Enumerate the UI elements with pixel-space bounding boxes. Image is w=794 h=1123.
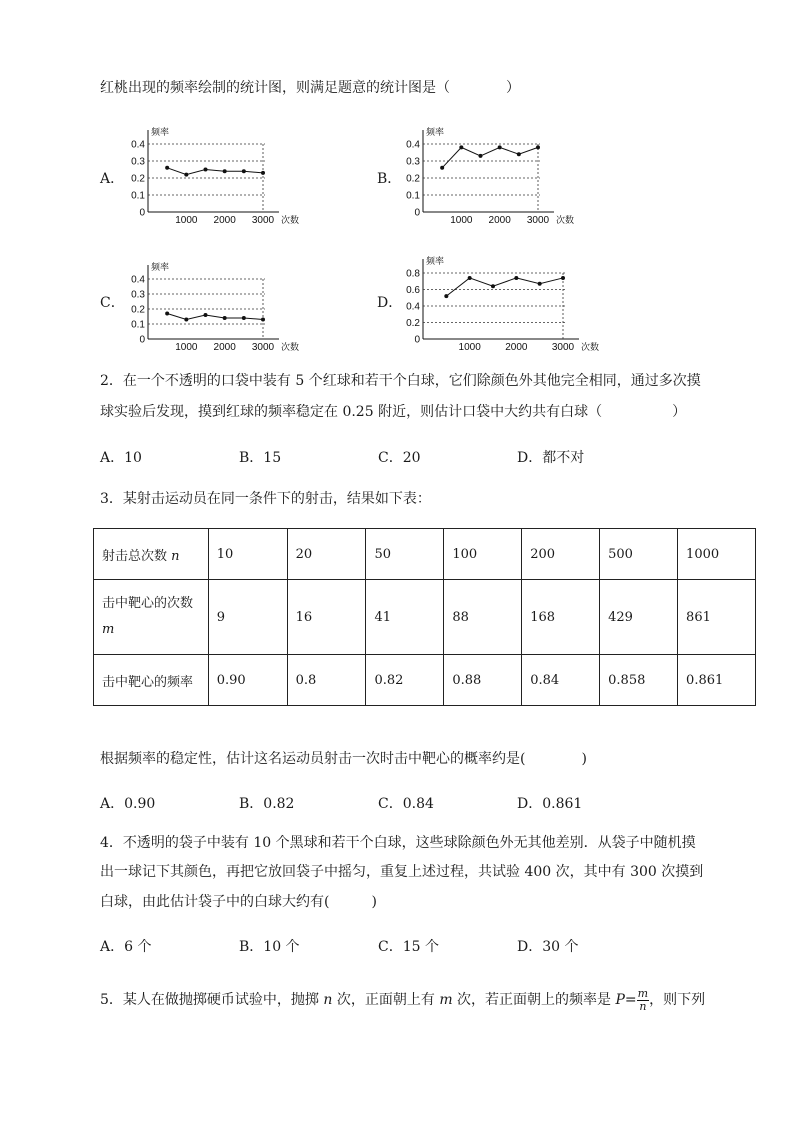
q4-option-a: A．6 个 xyxy=(100,939,152,955)
row-header-frequency: 击中靶心的频率 xyxy=(94,655,209,706)
table-cell: 0.8 xyxy=(287,655,366,706)
y-tick-label: 0 xyxy=(139,207,145,219)
table-row xyxy=(94,529,756,580)
q3-option-b: B．0.82 xyxy=(239,796,295,812)
q5-line: 5．某人在做抛掷硬币试验中，抛掷 n 次，正面朝上有 m 次，若正面朝上的频率是 P= $\frac{m}{n}$ ，则下列 xyxy=(100,986,706,1013)
chart-d xyxy=(395,255,600,355)
y-tick-label: 0.4 xyxy=(131,139,145,151)
q4-line1: 4．不透明的袋子中装有 10 个黑球和若干个白球，这些球除颜色外无其他差别．从袋子中随机摸 xyxy=(100,835,696,851)
series-line xyxy=(167,314,263,320)
q3-option-d: D．0.861 xyxy=(517,796,583,812)
q2-line2: 球实验后发现，摸到红球的频率稳定在 0.25 附近，则估计口袋中大约共有白球（ ） xyxy=(100,404,687,420)
data-point xyxy=(261,171,265,175)
x-axis-label: 次数 xyxy=(581,343,600,353)
var-n: n xyxy=(323,992,333,1008)
y-tick-label: 0.6 xyxy=(406,285,420,296)
q4-line2: 出一球记下其颜色，再把它放回袋子中摇匀，重复上述过程，共试验 400 次，其中有 300 次摸到 xyxy=(100,864,704,880)
table-cell: 1000 xyxy=(678,529,756,580)
y-tick-label: 0.3 xyxy=(131,156,145,168)
table-cell: 861 xyxy=(678,580,756,655)
x-tick-label: 3000 xyxy=(251,342,275,353)
table-cell: 0.861 xyxy=(678,655,756,706)
y-axis-label: 频率 xyxy=(151,263,170,273)
data-point xyxy=(498,145,502,149)
table-cell: 100 xyxy=(444,529,522,580)
x-tick-label: 1000 xyxy=(458,342,481,353)
y-tick-label: 0.1 xyxy=(131,319,145,331)
data-point xyxy=(184,318,188,322)
data-point xyxy=(165,166,169,170)
fraction-m-over-n: $\frac{m}{n}$ xyxy=(637,986,649,1013)
data-point xyxy=(517,152,521,156)
table-cell: 429 xyxy=(600,580,678,655)
series-line xyxy=(167,168,263,175)
data-point xyxy=(444,294,448,298)
table-row xyxy=(94,580,756,655)
row-header-hits: 击中靶心的次数 m xyxy=(94,580,209,655)
q4-line3: 白球，由此估计袋子中的白球大约有( ) xyxy=(100,894,377,910)
x-tick-label: 2000 xyxy=(213,215,236,226)
data-point xyxy=(223,316,227,320)
x-tick-label: 2000 xyxy=(488,215,511,226)
y-axis-label: 频率 xyxy=(151,128,170,138)
q3-stem: 3．某射击运动员在同一条件下的射击，结果如下表： xyxy=(100,491,431,507)
chart-b-letter: B． xyxy=(377,171,402,187)
data-point xyxy=(223,169,227,173)
x-tick-label: 1000 xyxy=(175,342,198,353)
intro-line: 红桃出现的频率绘制的统计图，则满足题意的统计图是（ ） xyxy=(100,80,520,96)
table-cell: 50 xyxy=(366,529,444,580)
data-point xyxy=(204,168,208,172)
q4-option-c: C．15 个 xyxy=(378,939,439,955)
data-point xyxy=(479,154,483,158)
chart-b xyxy=(395,126,575,228)
table-cell: 20 xyxy=(287,529,366,580)
row-header-total: 射击总次数 n xyxy=(94,529,209,580)
y-tick-label: 0 xyxy=(414,207,420,219)
table-cell: 168 xyxy=(522,580,600,655)
table-cell: 0.90 xyxy=(208,655,287,706)
y-axis-label: 频率 xyxy=(426,128,445,138)
x-tick-label: 2000 xyxy=(505,342,528,353)
y-tick-label: 0.8 xyxy=(406,268,420,280)
data-point xyxy=(538,282,542,286)
table-cell: 0.858 xyxy=(600,655,678,706)
chart-c xyxy=(120,261,300,355)
data-point xyxy=(184,173,188,177)
table-cell: 0.82 xyxy=(366,655,444,706)
x-axis-label: 次数 xyxy=(556,216,575,226)
x-axis-label: 次数 xyxy=(281,343,300,353)
shooting-table xyxy=(93,528,756,706)
x-tick-label: 1000 xyxy=(175,215,198,226)
data-point xyxy=(536,145,540,149)
y-tick-label: 0.1 xyxy=(131,190,145,202)
data-point xyxy=(261,318,265,322)
y-tick-label: 0 xyxy=(414,334,420,346)
y-tick-label: 0.1 xyxy=(406,190,420,202)
x-tick-label: 3000 xyxy=(526,215,550,226)
y-tick-label: 0.2 xyxy=(131,173,145,185)
y-tick-label: 0.4 xyxy=(406,139,420,151)
q3-option-c: C．0.84 xyxy=(378,796,434,812)
y-tick-label: 0.2 xyxy=(131,304,145,316)
table-row xyxy=(94,655,756,706)
x-axis-label: 次数 xyxy=(281,216,300,226)
q2-option-c: C．20 xyxy=(378,450,421,466)
series-line xyxy=(446,278,563,296)
table-cell: 16 xyxy=(287,580,366,655)
data-point xyxy=(242,169,246,173)
data-point xyxy=(468,276,472,280)
data-point xyxy=(561,276,565,280)
q4-option-d: D．30 个 xyxy=(517,939,579,955)
x-tick-label: 3000 xyxy=(251,215,275,226)
data-point xyxy=(204,313,208,317)
data-point xyxy=(514,276,518,280)
y-tick-label: 0.3 xyxy=(131,289,145,301)
data-point xyxy=(242,316,246,320)
table-cell: 0.84 xyxy=(522,655,600,706)
q2-line1: 2．在一个不透明的口袋中装有 5 个红球和若干个白球，它们除颜色外其他完全相同，通过多次摸 xyxy=(100,373,701,389)
data-point xyxy=(491,284,495,288)
q4-option-b: B．10 个 xyxy=(239,939,300,955)
q3-question: 根据频率的稳定性，估计这名运动员射击一次时击中靶心的概率约是( ) xyxy=(100,751,587,767)
table-cell: 9 xyxy=(208,580,287,655)
chart-c-letter: C． xyxy=(100,295,125,311)
table-cell: 500 xyxy=(600,529,678,580)
q2-option-a: A．10 xyxy=(100,450,142,466)
chart-d-letter: D． xyxy=(377,295,403,311)
y-tick-label: 0.4 xyxy=(406,301,420,313)
y-tick-label: 0.2 xyxy=(406,173,420,185)
y-tick-label: 0 xyxy=(139,334,145,346)
series-line xyxy=(442,147,538,167)
y-tick-label: 0.4 xyxy=(131,274,145,286)
y-axis-label: 频率 xyxy=(426,257,445,267)
data-point xyxy=(459,145,463,149)
data-point xyxy=(440,166,444,170)
y-tick-label: 0.3 xyxy=(406,156,420,168)
y-tick-label: 0.2 xyxy=(406,318,420,329)
x-tick-label: 1000 xyxy=(450,215,473,226)
var-m: m xyxy=(439,992,453,1008)
table-cell: 0.88 xyxy=(444,655,522,706)
x-tick-label: 2000 xyxy=(213,342,236,353)
q2-option-d: D．都不对 xyxy=(517,450,585,466)
data-point xyxy=(165,312,169,316)
q2-option-b: B．15 xyxy=(239,450,282,466)
table-cell: 41 xyxy=(366,580,444,655)
chart-a xyxy=(120,126,300,228)
chart-a-letter: A． xyxy=(100,171,125,187)
table-cell: 10 xyxy=(208,529,287,580)
table-cell: 88 xyxy=(444,580,522,655)
q3-option-a: A．0.90 xyxy=(100,796,156,812)
table-cell: 200 xyxy=(522,529,600,580)
x-tick-label: 3000 xyxy=(551,342,575,353)
